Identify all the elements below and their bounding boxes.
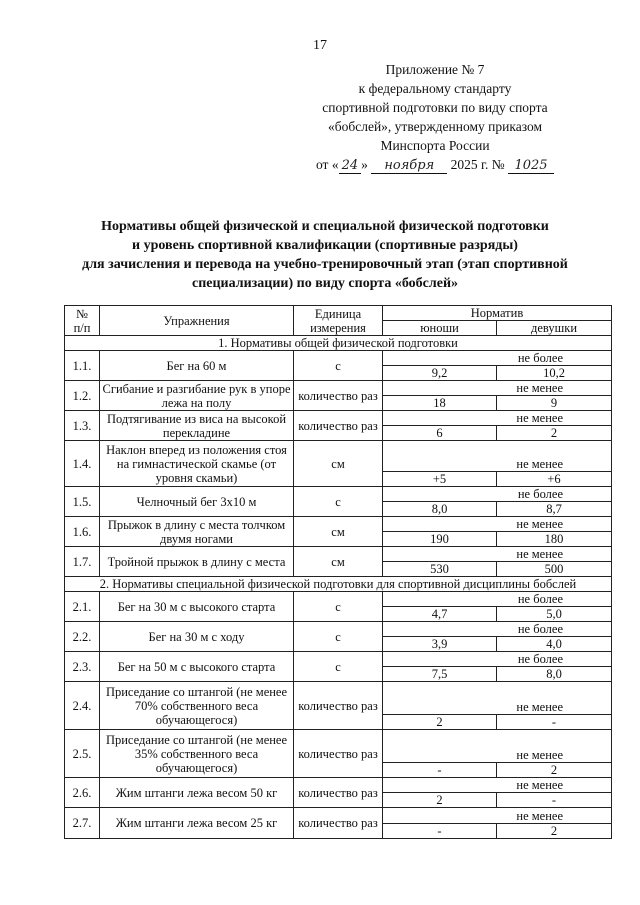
order-number-handwritten: 1025 (508, 159, 554, 174)
section-header-row (65, 336, 612, 351)
table-row (65, 808, 612, 824)
girls-value: 10,2 (497, 366, 612, 381)
exercise-cell: Бег на 30 м с ходу (100, 622, 294, 652)
condition-cell: не более (383, 622, 612, 637)
condition-cell: не менее (383, 517, 612, 532)
row-number: 1.2. (65, 381, 100, 411)
table-body (65, 336, 612, 839)
date-prefix: от « (315, 157, 339, 172)
girls-value: +6 (497, 472, 612, 487)
exercise-cell: Жим штанги лежа весом 25 кг (100, 808, 294, 839)
norms-table (64, 305, 612, 839)
header-boys: юноши (383, 321, 497, 336)
section-title: 1. Нормативы общей физической подготовки (65, 336, 612, 351)
unit-cell: см (294, 441, 383, 487)
condition-cell: не менее (383, 778, 612, 793)
appendix-line-2: к федеральному стандарту (358, 81, 512, 96)
header-unit: Единица измерения (294, 306, 383, 336)
date-month-handwritten: ноября (371, 159, 447, 174)
exercise-cell: Подтягивание из виса на высокой перекладине (100, 411, 294, 441)
row-number: 1.1. (65, 351, 100, 381)
table-row (65, 487, 612, 502)
exercise-cell: Бег на 60 м (100, 351, 294, 381)
exercise-cell: Жим штанги лежа весом 50 кг (100, 778, 294, 808)
unit-cell: количество раз (294, 778, 383, 808)
page-number: 17 (313, 38, 327, 53)
unit-cell: количество раз (294, 730, 383, 778)
girls-value: - (497, 715, 612, 730)
boys-value: 9,2 (383, 366, 497, 381)
appendix-block (270, 60, 600, 174)
table-row (65, 411, 612, 426)
table-row (65, 517, 612, 532)
condition-cell: не менее (383, 682, 612, 715)
exercise-cell: Сгибание и разгибание рук в упоре лежа на полу (100, 381, 294, 411)
girls-value: 5,0 (497, 607, 612, 622)
unit-cell: с (294, 622, 383, 652)
header-exercise: Упражнения (100, 306, 294, 336)
girls-value: 2 (497, 824, 612, 839)
table-row (65, 778, 612, 793)
condition-cell: не менее (383, 730, 612, 763)
header-girls: девушки (497, 321, 612, 336)
row-number: 2.2. (65, 622, 100, 652)
table-row (65, 547, 612, 562)
girls-value: 2 (497, 763, 612, 778)
row-number: 1.4. (65, 441, 100, 487)
title-line-1: Нормативы общей физической и специальной физической подготовки (101, 219, 549, 234)
header-num: № п/п (65, 306, 100, 336)
appendix-line-4: «бобслей», утвержденному приказом (327, 119, 542, 134)
boys-value: 190 (383, 532, 497, 547)
title-line-4: специализации) по виду спорта «бобслей» (191, 276, 459, 291)
date-day-handwritten: 24 (339, 159, 362, 174)
unit-cell: с (294, 351, 383, 381)
row-number: 2.6. (65, 778, 100, 808)
row-number: 1.6. (65, 517, 100, 547)
header-norm: Норматив (383, 306, 612, 321)
condition-cell: не менее (383, 808, 612, 824)
boys-value: - (383, 763, 497, 778)
boys-value: 6 (383, 426, 497, 441)
girls-value: 180 (497, 532, 612, 547)
unit-cell: с (294, 652, 383, 682)
exercise-cell: Тройной прыжок в длину с места (100, 547, 294, 577)
condition-cell: не менее (383, 411, 612, 426)
condition-cell: не менее (383, 547, 612, 562)
table-row (65, 682, 612, 715)
table-row (65, 441, 612, 472)
unit-cell: см (294, 517, 383, 547)
row-number: 1.7. (65, 547, 100, 577)
condition-cell: не более (383, 592, 612, 607)
exercise-cell: Челночный бег 3х10 м (100, 487, 294, 517)
girls-value: 8,7 (497, 502, 612, 517)
table-row (65, 351, 612, 366)
condition-cell: не более (383, 351, 612, 366)
section-header-row (65, 577, 612, 592)
boys-value: 8,0 (383, 502, 497, 517)
table-row (65, 381, 612, 396)
condition-cell: не более (383, 487, 612, 502)
unit-cell: см (294, 547, 383, 577)
boys-value: 18 (383, 396, 497, 411)
table-row (65, 652, 612, 667)
condition-cell: не менее (383, 381, 612, 396)
boys-value: +5 (383, 472, 497, 487)
girls-value: 4,0 (497, 637, 612, 652)
exercise-cell: Приседание со штангой (не менее 35% собственного веса обучающегося) (100, 730, 294, 778)
appendix-line-5: Минспорта России (380, 138, 490, 153)
boys-value: 4,7 (383, 607, 497, 622)
row-number: 2.7. (65, 808, 100, 839)
unit-cell: с (294, 592, 383, 622)
date-mid: » (361, 157, 368, 172)
condition-cell: не более (383, 652, 612, 667)
girls-value: - (497, 793, 612, 808)
appendix-line-1: Приложение № 7 (385, 62, 485, 77)
exercise-cell: Наклон вперед из положения стоя на гимнастической скамье (от уровня скамьи) (100, 441, 294, 487)
girls-value: 9 (497, 396, 612, 411)
date-year: 2025 г. № (450, 157, 505, 172)
exercise-cell: Бег на 50 м с высокого старта (100, 652, 294, 682)
unit-cell: количество раз (294, 411, 383, 441)
table-row (65, 622, 612, 637)
exercise-cell: Приседание со штангой (не менее 70% собственного веса обучающегося) (100, 682, 294, 730)
girls-value: 8,0 (497, 667, 612, 682)
row-number: 2.1. (65, 592, 100, 622)
document-title (40, 217, 610, 293)
section-title: 2. Нормативы специальной физической подготовки для спортивной дисциплины бобслей (65, 577, 612, 592)
condition-cell: не менее (383, 441, 612, 472)
boys-value: 2 (383, 793, 497, 808)
row-number: 1.5. (65, 487, 100, 517)
unit-cell: количество раз (294, 682, 383, 730)
girls-value: 2 (497, 426, 612, 441)
title-line-2: и уровень спортивной квалификации (спортивные разряды) (132, 238, 518, 253)
row-number: 2.4. (65, 682, 100, 730)
exercise-cell: Бег на 30 м с высокого старта (100, 592, 294, 622)
table-row (65, 730, 612, 763)
row-number: 2.3. (65, 652, 100, 682)
title-line-3: для зачисления и перевода на учебно-тренировочный этап (этап спортивной (82, 257, 568, 272)
boys-value: 2 (383, 715, 497, 730)
boys-value: 3,9 (383, 637, 497, 652)
exercise-cell: Прыжок в длину с места толчком двумя ногами (100, 517, 294, 547)
table-row (65, 592, 612, 607)
unit-cell: количество раз (294, 808, 383, 839)
boys-value: 7,5 (383, 667, 497, 682)
boys-value: - (383, 824, 497, 839)
appendix-line-3: спортивной подготовки по виду спорта (322, 100, 548, 115)
girls-value: 500 (497, 562, 612, 577)
unit-cell: с (294, 487, 383, 517)
row-number: 1.3. (65, 411, 100, 441)
unit-cell: количество раз (294, 381, 383, 411)
boys-value: 530 (383, 562, 497, 577)
row-number: 2.5. (65, 730, 100, 778)
appendix-date-line (270, 155, 600, 174)
